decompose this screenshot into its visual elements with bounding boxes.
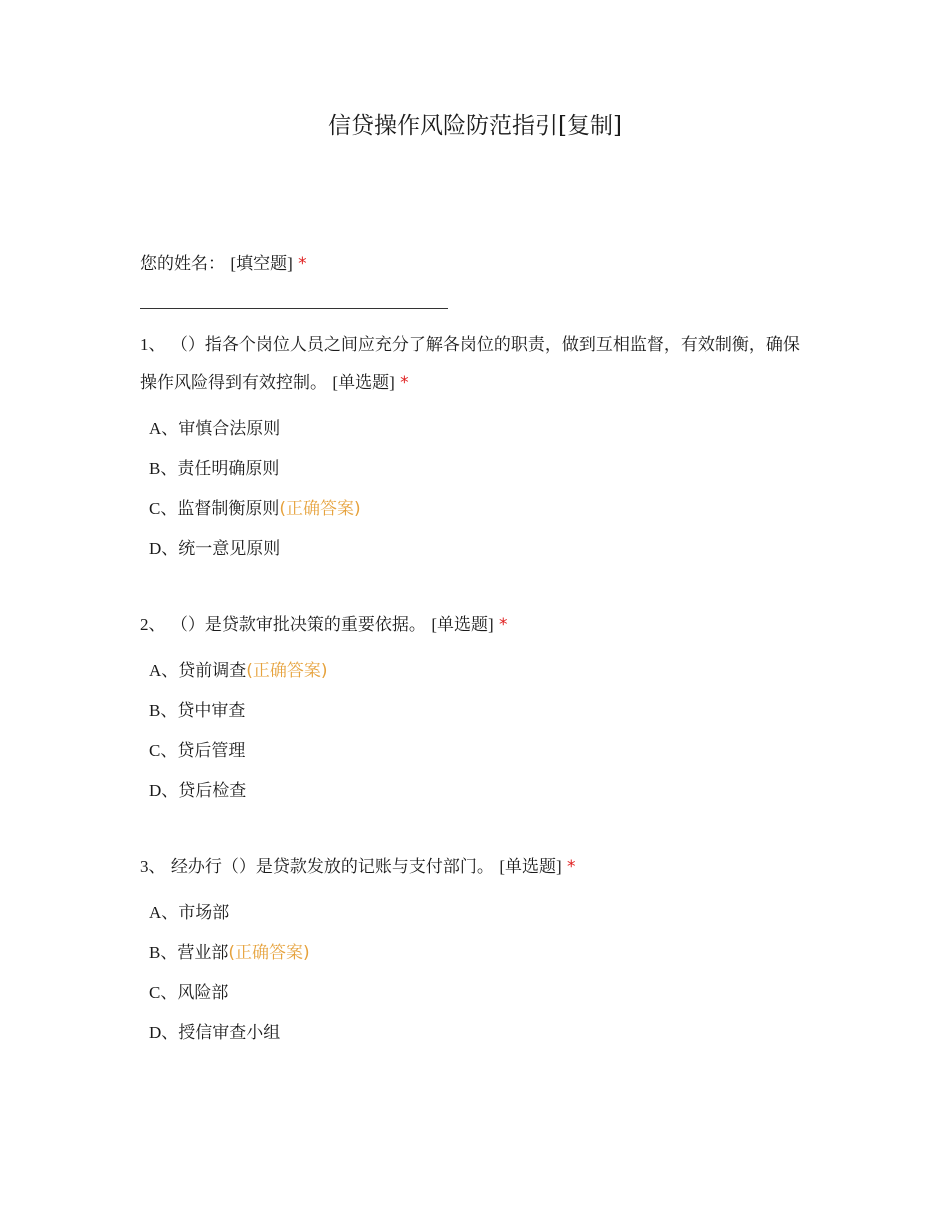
required-mark: * (499, 615, 508, 635)
option-a[interactable] (149, 409, 361, 449)
correct-answer-note: (正确答案) (246, 661, 328, 681)
name-input-line[interactable] (140, 308, 448, 309)
option-c[interactable] (149, 973, 310, 1013)
required-mark: * (567, 857, 576, 877)
option-d[interactable] (149, 771, 328, 811)
question-1 (140, 326, 800, 402)
name-question-label: 您的姓名： (140, 254, 225, 274)
question-1-options (149, 409, 361, 569)
option-text: 贷中审查 (177, 701, 246, 721)
option-a[interactable] (149, 893, 310, 933)
option-text: 监督制衡原则 (177, 499, 280, 519)
question-2 (140, 606, 800, 644)
question-number: 3、 (140, 857, 166, 876)
option-text: 授信审查小组 (178, 1023, 281, 1043)
option-letter: D、 (149, 1023, 179, 1042)
option-c[interactable] (149, 731, 328, 771)
option-text: 责任明确原则 (177, 459, 280, 479)
option-letter: A、 (149, 903, 179, 922)
option-letter: A、 (149, 419, 179, 438)
question-type-tag: [单选题] (499, 857, 562, 876)
option-b[interactable] (149, 933, 310, 973)
question-text: （）指各个岗位人员之间应充分了解各岗位的职责，做到互相监督，有效制衡，确保操作风险得到有效控制。 (140, 335, 800, 393)
question-type-tag: [填空题] (230, 254, 293, 273)
question-text: 经办行（）是贷款发放的记账与支付部门。 (170, 857, 494, 877)
option-text: 审慎合法原则 (178, 419, 281, 439)
option-text: 贷前调查 (178, 661, 247, 681)
question-number: 2、 (140, 615, 166, 634)
option-letter: B、 (149, 943, 178, 962)
option-letter: A、 (149, 661, 179, 680)
option-letter: D、 (149, 781, 179, 800)
question-number: 1、 (140, 335, 166, 354)
correct-answer-note: (正确答案) (228, 943, 310, 963)
option-letter: D、 (149, 539, 179, 558)
question-2-options (149, 651, 328, 811)
option-b[interactable] (149, 691, 328, 731)
option-text: 市场部 (178, 903, 230, 923)
option-text: 统一意见原则 (178, 539, 281, 559)
question-3-options (149, 893, 310, 1053)
page-title: 信贷操作风险防范指引[复制] (328, 113, 622, 139)
option-text: 风险部 (177, 983, 229, 1003)
question-type-tag: [单选题] (332, 373, 395, 392)
option-d[interactable] (149, 1013, 310, 1053)
name-question (140, 245, 800, 283)
option-letter: B、 (149, 459, 178, 478)
question-text: （）是贷款审批决策的重要依据。 (170, 615, 426, 635)
option-text: 营业部 (177, 943, 229, 963)
option-c[interactable] (149, 489, 361, 529)
option-b[interactable] (149, 449, 361, 489)
option-letter: C、 (149, 983, 178, 1002)
option-text: 贷后检查 (178, 781, 247, 801)
required-mark: * (400, 373, 409, 393)
option-letter: C、 (149, 741, 178, 760)
correct-answer-note: (正确答案) (279, 499, 361, 519)
required-mark: * (298, 254, 307, 274)
option-d[interactable] (149, 529, 361, 569)
option-letter: C、 (149, 499, 178, 518)
question-3 (140, 848, 800, 886)
option-text: 贷后管理 (177, 741, 246, 761)
question-type-tag: [单选题] (431, 615, 494, 634)
option-letter: B、 (149, 701, 178, 720)
option-a[interactable] (149, 651, 328, 691)
